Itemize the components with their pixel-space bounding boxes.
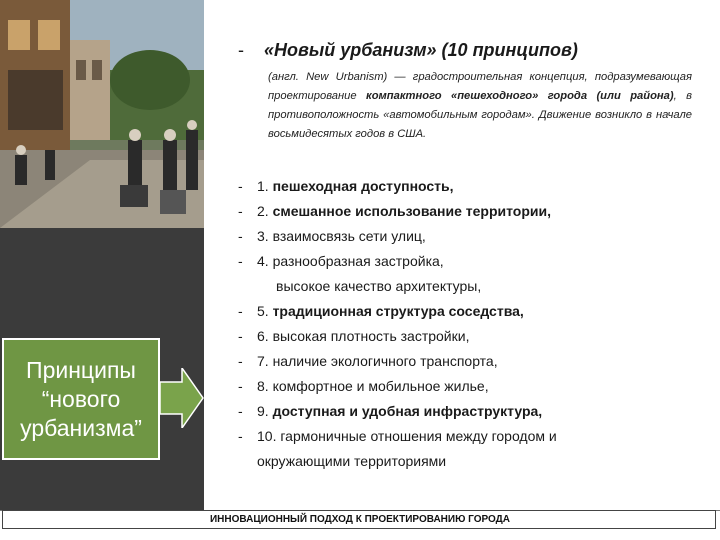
badge-label: Принципы “нового урбанизма”: [20, 356, 142, 441]
arrow-right-icon: [160, 368, 204, 428]
principle-text: гармоничные отношения между городом и: [280, 428, 557, 444]
principle-text: доступная и удобная инфраструктура,: [272, 403, 543, 419]
principle-text: высокое качество архитектуры,: [276, 278, 482, 294]
principles-badge: [2, 338, 160, 460]
principle-text: взаимосвязь сети улиц,: [272, 228, 426, 244]
principle-number: 8.: [257, 378, 273, 394]
principle-item: [238, 400, 708, 425]
bullet-dash: -: [238, 353, 243, 369]
title-dash: -: [238, 40, 244, 60]
principles-list: [238, 175, 708, 475]
principle-number: 7.: [257, 353, 273, 369]
principle-text: комфортное и мобильное жилье,: [272, 378, 489, 394]
principle-item: [238, 450, 708, 475]
principle-number: 9.: [257, 403, 273, 419]
principle-text: разнообразная застройка,: [272, 253, 444, 269]
bullet-dash: -: [238, 203, 243, 219]
principle-text: высокая плотность застройки,: [272, 328, 470, 344]
principle-item: [238, 325, 708, 350]
bullet-dash: -: [238, 428, 243, 444]
principle-number: 4.: [257, 253, 273, 269]
principle-text: пешеходная доступность,: [272, 178, 454, 194]
principle-item: [238, 250, 708, 275]
principle-number: 5.: [257, 303, 273, 319]
principle-text: смешанное использование территории,: [272, 203, 551, 219]
principle-item: [238, 350, 708, 375]
page-title: «Новый урбанизм» (10 принципов): [264, 40, 578, 60]
principle-item: [238, 225, 708, 250]
principle-number: 2.: [257, 203, 273, 219]
principle-number: 3.: [257, 228, 273, 244]
principle-text: традиционная структура соседства,: [272, 303, 524, 319]
bullet-dash: -: [238, 403, 243, 419]
bullet-dash: -: [238, 303, 243, 319]
principle-number: 1.: [257, 178, 273, 194]
footer-caption: ИННОВАЦИОННЫЙ ПОДХОД К ПРОЕКТИРОВАНИЮ ГОРОДА: [209, 514, 511, 525]
bullet-dash: -: [238, 378, 243, 394]
principle-item: [238, 175, 708, 200]
principle-item: [238, 425, 708, 450]
principle-item: [238, 200, 708, 225]
bullet-dash: -: [238, 228, 243, 244]
bullet-dash: -: [238, 253, 243, 269]
principle-text: окружающими территориями: [257, 453, 447, 469]
bullet-dash: -: [238, 178, 243, 194]
definition-text: (англ. New Urbanism) — градостроительная концепция, подразумевающая проектирование компактного «пешеходного» города (или района), в противоположность «автомобильным городам». Движение возникло в начале восьмидесятых годов в США.: [268, 71, 692, 140]
street-photo: [0, 0, 204, 228]
principle-item: [238, 300, 708, 325]
principle-text: наличие экологичного транспорта,: [272, 353, 498, 369]
principle-item: [238, 275, 708, 300]
principle-item: [238, 375, 708, 400]
bullet-dash: -: [238, 328, 243, 344]
principle-number: 10.: [257, 428, 281, 444]
principle-number: 6.: [257, 328, 273, 344]
